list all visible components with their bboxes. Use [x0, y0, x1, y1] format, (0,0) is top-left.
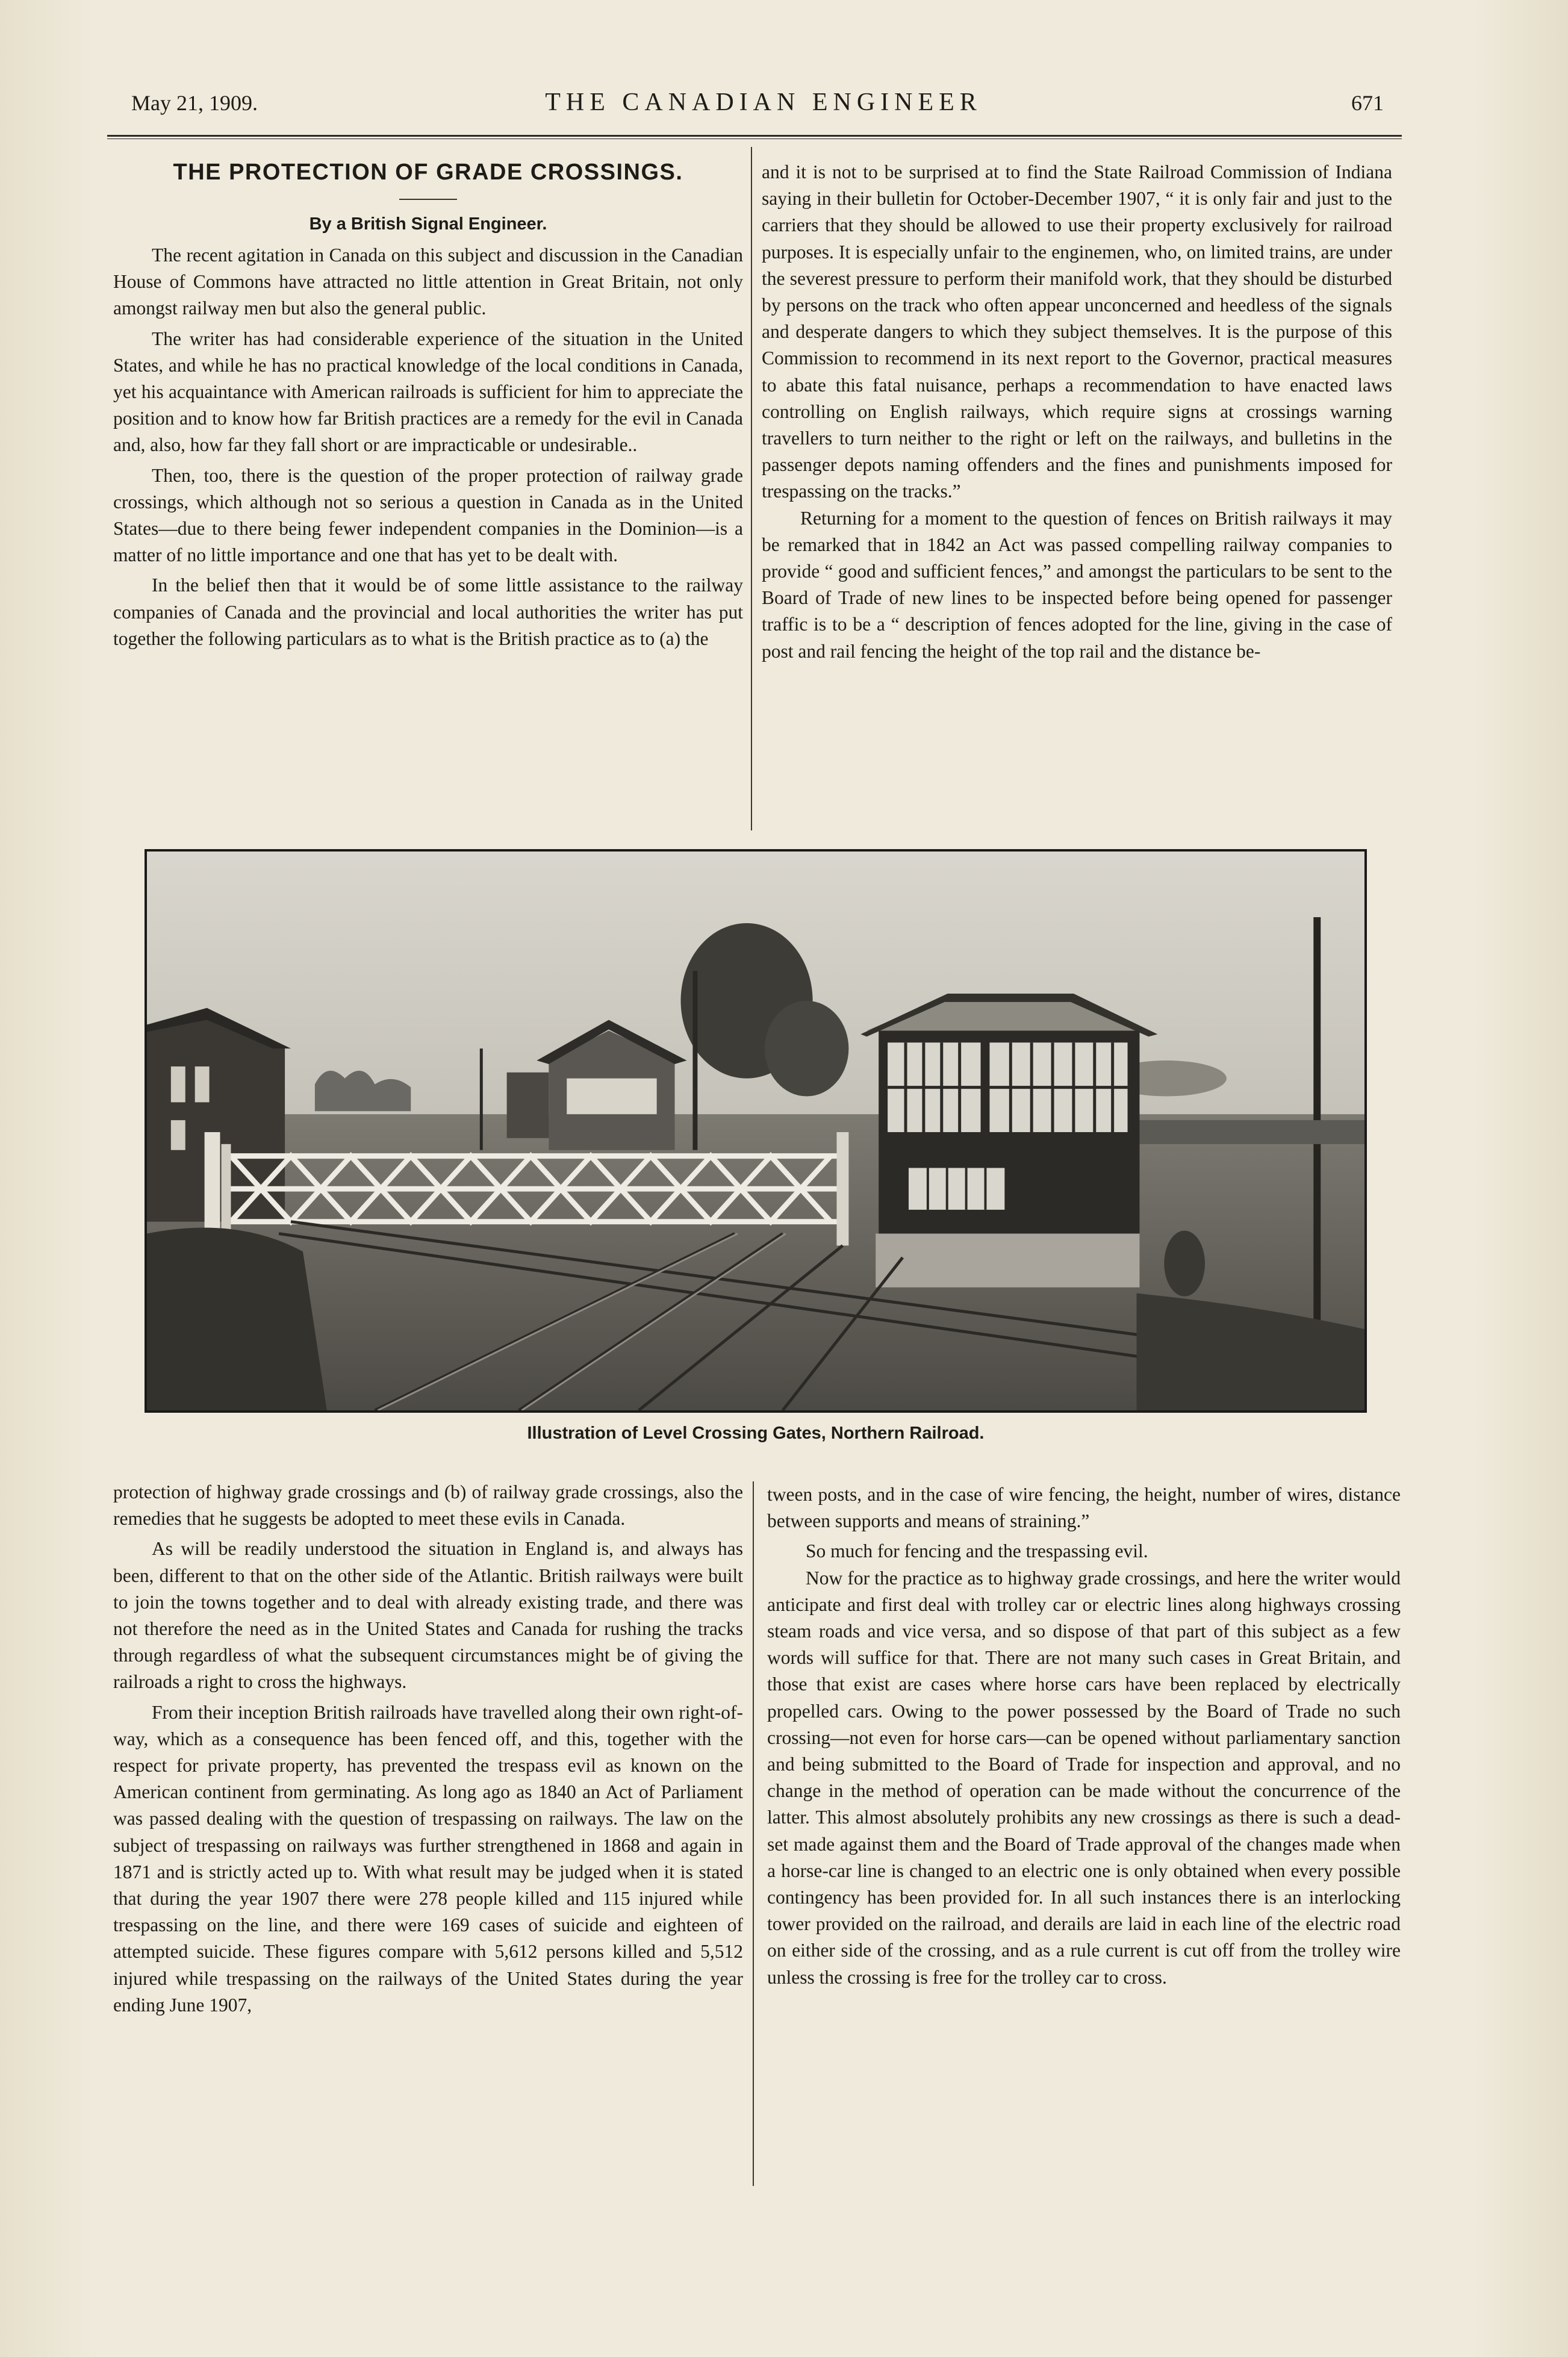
running-head — [131, 88, 1384, 124]
article-title: THE PROTECTION OF GRADE CROSSINGS. — [173, 160, 683, 185]
paragraph: Now for the practice as to highway grade crossings, and here the writer would anticipate and first deal with trolley car or electric lines along highways crossing steam roads and vice versa, and so dispose of that part of this subject as a few words will suffice for that. There are not many such cases in Great Britain, and those that exist are cases where horse cars have been replaced by electrically propelled cars. Owing to the power possessed by the Board of Trade no such crossing—not even for horse cars—can be opened without parliamentary sanction and being submitted to the Board of Trade for inspection and approval, and no change in the method of operation can be made without the concurrence of the latter. This almost absolutely prohibits any new crossings as there is such a dead-set made against them and the Board of Trade approval of the changes made when a horse-car line is changed to an electric one is only obtained when every possible contingency has been provided for. In all such instances there is an interlocking tower provided on the railroad, and derails are laid in each line of the electric road on either side of the crossing, and as a rule current is cut off from the trolley wire unless the crossing is free for the trolley car to cross. — [767, 1567, 1401, 1988]
header-rule — [107, 135, 1402, 137]
paragraph: From their inception British railroads have travelled along their own right-of-way, which as a consequence has been fenced off, and this, together with the respect for private property, has prevented the trespass evil as known on the American continent from germinating. As long ago as 1840 an Act of Parliament was passed dealing with the question of trespassing on railways. The law on the subject of trespassing on railways was further strengthened in 1868 and again in 1871 and is strictly acted up to. With what result may be judged when it is stated that during the year 1907 there were 278 people killed and 115 injured while trespassing on the line, and there were 169 cases of suicide and eighteen of attempted suicide. These figures compare with 5,612 persons killed and 5,512 injured while trespassing on the railways of the United States during the year ending June 1907, — [113, 1701, 743, 2016]
column-left-bottom — [113, 1479, 743, 2019]
figure-caption: Illustration of Level Crossing Gates, Northern Railroad. — [527, 1424, 985, 1443]
paragraph: The writer has had considerable experience of the situation in the United States, and while he has no practical knowledge of the local conditions in Canada, yet his acquaintance with American railroads is sufficient for him to appreciate the position and to know how far British practices are a remedy for the evil in Canada and, also, how far they fall short or are impracticable or undesirable.. — [113, 328, 743, 456]
paragraph: protection of highway grade crossings and (b) of railway grade crossings, also the remedies that he suggests be adopted to meet these evils in Canada. — [113, 1481, 743, 1530]
column-right-top — [762, 159, 1392, 665]
level-crossing-photograph — [145, 849, 1367, 1413]
page-number: 671 — [1351, 91, 1384, 115]
paragraph: So much for fencing and the trespassing evil. — [806, 1540, 1148, 1562]
paragraph: Then, too, there is the question of the proper protection of railway grade crossings, which although not so serious a question in Canada as in the United States—due to there being fewer independent companies in the Dominion—is a matter of no little importance and one that has yet to be dealt with. — [113, 464, 743, 566]
paragraph: tween posts, and in the case of wire fencing, the height, number of wires, distance between supports and means of straining.” — [767, 1484, 1401, 1532]
paragraph: In the belief then that it would be of some little assistance to the railway companies of Canada and the provincial and local authorities the writer has put together the following particulars as to what is the British practice as to (a) the — [113, 574, 743, 649]
column-divider-bottom — [753, 1481, 754, 2186]
title-divider — [399, 199, 457, 200]
column-divider-top — [751, 147, 752, 830]
column-right-bottom — [767, 1481, 1401, 1991]
photo-illustration — [147, 852, 1364, 1410]
issue-date: May 21, 1909. — [131, 91, 258, 115]
paragraph: Returning for a moment to the question of fences on British railways it may be remarked that in 1842 an Act was passed compelling railway companies to provide “ good and sufficient fences,” and amongst the particulars to be sent to the Board of Trade of new lines to be inspected before being opened for passenger traffic is to be a “ description of fences adopted for the line, giving in the case of post and rail fencing the height of the top rail and the distance be- — [762, 507, 1392, 662]
paragraph: and it is not to be surprised at to find the State Railroad Commission of Indiana saying in their bulletin for October-December 1907, “ it is only fair and just to the carriers that they should be allowed to use their property exclusively for railroad purposes. It is especially unfair to the enginemen, who, on limited trains, are under the severest pressure to perform their manifold work, that they should be disturbed by persons on the track who often appear unconcerned and heedless of the signals and desperate dangers to which they subject themselves. It is the purpose of this Commission to recommend in its next report to the Governor, practical measures to abate this fatal nuisance, perhaps a recommendation to have enacted laws controlling on English railways, which require signs at crossings warning travellers to turn neither to the right or left on the railways, and bulletins in the passenger depots naming offenders and the fines and punishments imposed for trespassing on the tracks.” — [762, 161, 1392, 502]
paragraph: As will be readily understood the situation in England is, and always has been, different to that on the other side of the Atlantic. British railways were built to join the towns together and to deal with already existing trade, and there was not therefore the need as in the United States and Canada for rushing the tracks through regardless of what the subsequent circumstances might be of giving the railroads a right to cross the highways. — [113, 1538, 743, 1693]
article-byline: By a British Signal Engineer. — [309, 214, 547, 234]
column-left-top — [113, 158, 743, 652]
journal-title: THE CANADIAN ENGINEER — [545, 89, 982, 116]
paragraph: The recent agitation in Canada on this subject and discussion in the Canadian House of Commons have attracted no little attention in Great Britain, not only amongst railway men but also the general public. — [113, 244, 743, 319]
